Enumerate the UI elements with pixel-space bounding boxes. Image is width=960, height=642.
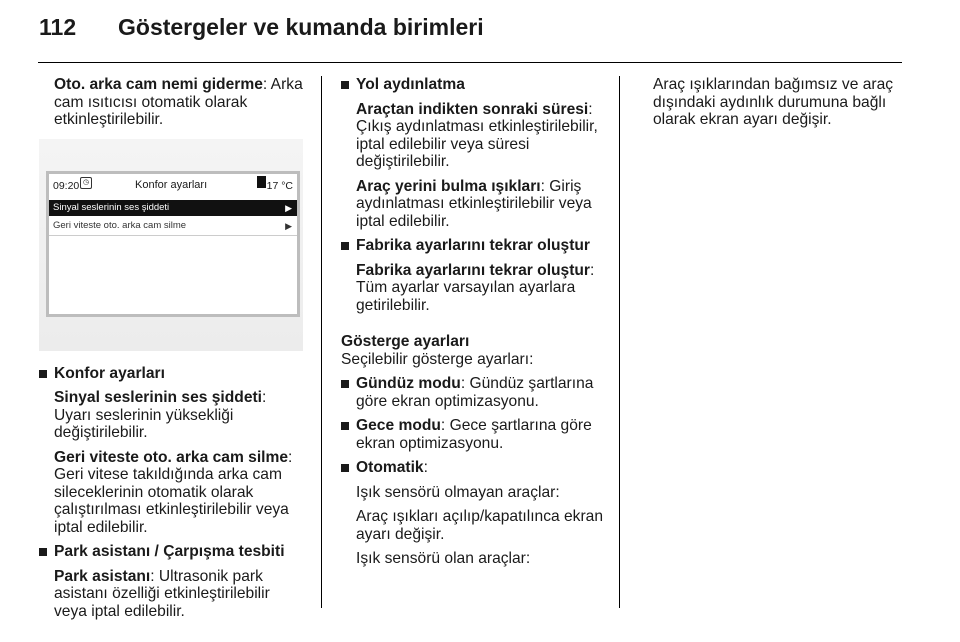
page-header — [0, 0, 960, 64]
bullet-title: Park asistanı / Çarpışma tesbiti — [54, 543, 285, 560]
bullet-item — [341, 76, 609, 94]
paragraph — [39, 568, 307, 621]
page-title: Göstergeler ve kumanda birimleri — [118, 14, 484, 40]
text: : Geri vitese takıldığında arka cam sileceklerinin otomatik olarak çalıştırılması etkinleştirilebilir veya iptal edilebilir. — [54, 448, 293, 536]
section-intro: Seçilebilir gösterge ayarları: — [341, 350, 534, 368]
column-2 — [341, 76, 609, 575]
bullet-title: Fabrika ayarlarını tekrar oluştur — [356, 237, 591, 254]
bullet-square-icon — [341, 242, 349, 250]
paragraph: Işık sensörü olmayan araçlar: — [356, 483, 560, 501]
screen-divider — [49, 235, 297, 236]
display-screen-photo — [39, 139, 303, 351]
page-number: 112 — [39, 14, 77, 40]
bullet-square-icon — [341, 380, 349, 388]
column-3 — [653, 76, 913, 136]
term: Sinyal seslerinin ses şiddeti — [54, 389, 263, 406]
screen-time: 09:20 — [53, 179, 80, 192]
text: : Çıkış aydınlatması etkinleştirilebilir, iptal edilebilir veya süresi değiştirilebilir. — [356, 100, 598, 170]
header-divider — [38, 62, 902, 63]
bullet-title: Konfor ayarları — [54, 364, 165, 382]
screen-temperature: 17 °C — [266, 179, 293, 192]
paragraph — [341, 178, 609, 231]
bullet-item — [39, 543, 307, 561]
intro-paragraph — [39, 76, 307, 129]
term: Gündüz modu — [356, 375, 461, 392]
paragraph — [39, 389, 307, 442]
column-1 — [39, 76, 307, 627]
text: : Gündüz şartlarına göre ekran optimizasyonu. — [356, 375, 594, 410]
bullet-title: Yol aydınlatma — [356, 76, 465, 93]
paragraph: Araç ışıklarından bağımsız ve araç dışındaki aydınlık durumuna bağlı olarak ekran ayarı değişir. — [653, 76, 894, 128]
outside-temp-icon — [257, 176, 266, 188]
bullet-item — [39, 365, 307, 383]
screen-menu-label: Geri viteste oto. arka cam silme — [53, 219, 187, 231]
term: Araçtan indikten sonraki süresi — [356, 100, 589, 118]
text: : — [423, 459, 428, 476]
term: Otomatik — [356, 459, 424, 476]
bullet-item — [341, 375, 609, 410]
bullet-item — [341, 237, 609, 255]
screen-status-bar — [49, 174, 297, 192]
text: : Ultrasonik park asistanı özelliği etkinleştirilebilir veya iptal edilebilir. — [54, 567, 270, 620]
paragraph: Araç ışıkları açılıp/kapatılınca ekran ayarı değişir. — [356, 508, 604, 543]
screen-title: Konfor ayarları — [135, 178, 208, 191]
paragraph — [39, 449, 307, 537]
bullet-square-icon — [341, 422, 349, 430]
term: Geri viteste oto. arka cam silme — [54, 448, 289, 466]
bullet-item — [341, 417, 609, 452]
clock-icon: ◷ — [80, 177, 92, 189]
bullet-square-icon — [341, 81, 349, 89]
bullet-square-icon — [341, 464, 349, 472]
term: Park asistanı — [54, 567, 151, 585]
bullet-item — [341, 459, 609, 477]
bullet-square-icon — [39, 548, 47, 556]
term: Fabrika ayarlarını tekrar oluştur — [356, 261, 591, 279]
screen-menu-item-selected — [49, 200, 297, 216]
section-heading: Gösterge ayarları — [341, 333, 470, 350]
text: : Gece şartlarına göre ekran optimizasyonu. — [356, 417, 592, 452]
term: Gece modu — [356, 417, 441, 434]
column-divider — [619, 76, 620, 608]
column-divider — [321, 76, 322, 608]
paragraph: Işık sensörü olan araçlar: — [356, 550, 531, 567]
arrow-right-icon: ▶ — [285, 220, 292, 231]
paragraph — [341, 101, 609, 171]
bullet-square-icon — [39, 370, 47, 378]
term: Araç yerini bulma ışıkları — [356, 177, 541, 195]
screen-menu-item — [49, 218, 297, 234]
text: : Uyarı seslerinin yüksekliği değiştirilebilir. — [54, 389, 267, 441]
text: : Giriş aydınlatması etkinleştirilebilir veya iptal edilebilir. — [356, 177, 592, 230]
text: : Tüm ayarlar varsayılan ayarlara getirilebilir. — [356, 261, 595, 314]
intro-text: : Arka cam ısıtıcısı otomatik olarak etkinleştirilebilir. — [54, 76, 303, 128]
screen-menu-label: Sinyal seslerinin ses şiddeti — [53, 201, 170, 213]
paragraph — [341, 262, 609, 315]
info-display-screen — [46, 171, 300, 317]
intro-term: Oto. arka cam nemi giderme — [54, 76, 263, 93]
arrow-right-icon: ▶ — [285, 202, 292, 213]
